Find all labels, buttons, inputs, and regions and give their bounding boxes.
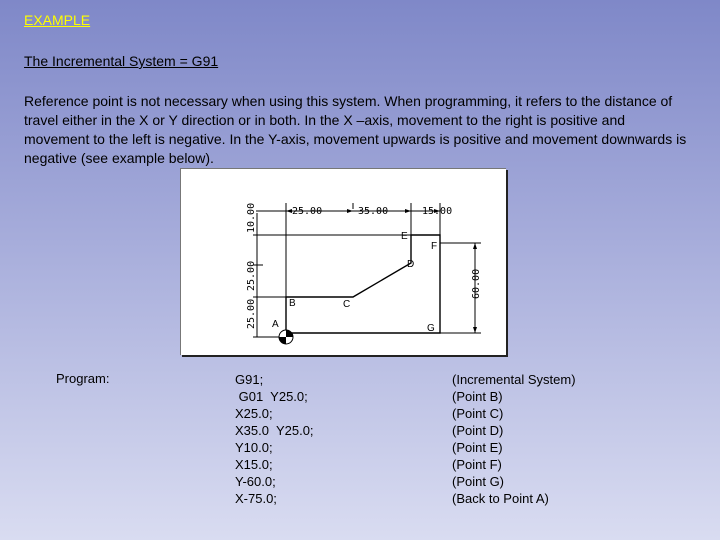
- arrowhead: [473, 243, 477, 249]
- note-line: (Point E): [452, 440, 503, 455]
- note-line: (Point B): [452, 389, 503, 404]
- dim-left-3: 25.00: [246, 298, 257, 329]
- note-line: (Point C): [452, 406, 504, 421]
- toolpath-drawing: [181, 169, 506, 355]
- note-line: (Point D): [452, 423, 504, 438]
- section-title: The Incremental System = G91: [24, 53, 219, 69]
- point-label-c: C: [343, 299, 351, 310]
- code-line: Y-60.0;: [235, 474, 276, 489]
- tool-path: [286, 235, 440, 337]
- note-line: (Incremental System): [452, 372, 576, 387]
- dim-left-2: 25.00: [246, 260, 257, 291]
- note-line: (Point G): [452, 474, 505, 489]
- program-label: Program:: [56, 371, 110, 386]
- code-line: X-75.0;: [235, 491, 277, 506]
- point-label-g: G: [427, 323, 435, 334]
- dim-top-2: 35.00: [358, 206, 389, 217]
- code-line: Y10.0;: [235, 440, 273, 455]
- point-label-d: D: [407, 259, 415, 270]
- point-label-f: F: [431, 241, 438, 252]
- point-label-a: A: [272, 319, 279, 330]
- note-line: (Point F): [452, 457, 502, 472]
- code-line: X15.0;: [235, 457, 273, 472]
- code-line: X25.0;: [235, 406, 273, 421]
- toolpath-figure: [180, 168, 506, 355]
- point-label-b: B: [289, 298, 296, 309]
- example-heading: EXAMPLE: [24, 12, 91, 28]
- note-line: (Back to Point A): [452, 491, 549, 506]
- code-line: G01 Y25.0;: [235, 389, 308, 404]
- program-notes-list: [452, 371, 576, 507]
- arrowhead: [347, 209, 353, 213]
- origin-symbol: [279, 330, 293, 344]
- program-code-list: [235, 371, 314, 507]
- description-paragraph: Reference point is not necessary when using this system. When programming, it refers to the distance of travel either in the X or Y direction or in both. In the X –axis, movement to the right is positive and movement to the left is negative. In the Y-axis, movement upwards is positive and movement downwards is negative (see example below).: [24, 93, 687, 166]
- arrowhead: [405, 209, 411, 213]
- dim-right: 60.00: [471, 268, 482, 299]
- dim-left-1: 10.00: [246, 202, 257, 233]
- dim-top-1: 25.00: [292, 206, 323, 217]
- dim-top-3: 15.00: [422, 206, 453, 217]
- point-label-e: E: [401, 231, 408, 242]
- code-line: X35.0 Y25.0;: [235, 423, 314, 438]
- arrowhead: [473, 327, 477, 333]
- code-line: G91;: [235, 372, 264, 387]
